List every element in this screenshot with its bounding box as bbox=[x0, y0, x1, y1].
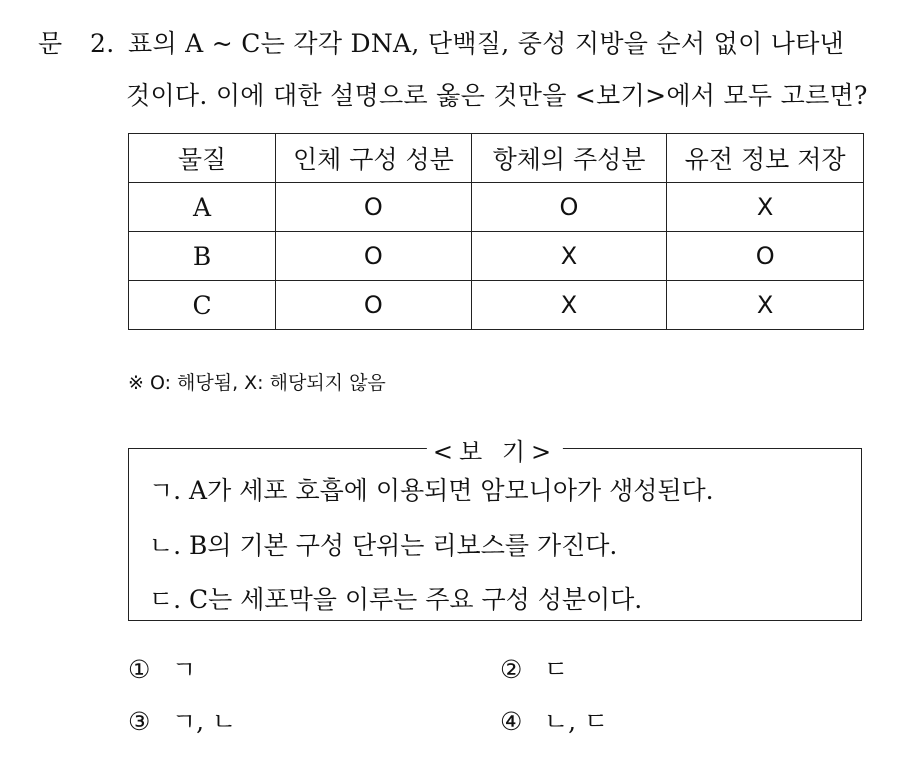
table-cell: O bbox=[276, 281, 472, 330]
header-body-component: 인체 구성 성분 bbox=[276, 134, 472, 183]
option-text: ㄷ bbox=[544, 655, 569, 684]
header-antibody-component: 항체의 주성분 bbox=[471, 134, 667, 183]
row-label: C bbox=[129, 281, 276, 330]
table-header-row bbox=[129, 134, 864, 183]
header-substance: 물질 bbox=[129, 134, 276, 183]
option-number: ③ bbox=[128, 707, 151, 736]
substance-table bbox=[128, 133, 864, 330]
answer-option-3[interactable] bbox=[128, 702, 236, 738]
option-text: ㄱ, ㄴ bbox=[172, 707, 237, 736]
table-cell: O bbox=[276, 232, 472, 281]
header-genetic-storage: 유전 정보 저장 bbox=[667, 134, 864, 183]
option-text: ㄱ bbox=[172, 655, 197, 684]
table-cell: O bbox=[667, 232, 864, 281]
option-number: ④ bbox=[500, 707, 523, 736]
bogi-item-nieun: ㄴ. B의 기본 구성 단위는 리보스를 가진다. bbox=[149, 531, 618, 560]
table-cell: X bbox=[471, 281, 667, 330]
bogi-item-digeut: ㄷ. C는 세포막을 이루는 주요 구성 성분이다. bbox=[149, 585, 643, 614]
table-cell: O bbox=[471, 183, 667, 232]
question-number: 2. bbox=[90, 29, 115, 58]
option-number: ① bbox=[128, 655, 151, 684]
table-row bbox=[129, 183, 864, 232]
table-cell: X bbox=[667, 281, 864, 330]
row-label: A bbox=[129, 183, 276, 232]
table-cell: O bbox=[276, 183, 472, 232]
table-row bbox=[129, 281, 864, 330]
bogi-item-giyeok: ㄱ. A가 세포 호흡에 이용되면 암모니아가 생성된다. bbox=[149, 476, 714, 505]
bogi-box bbox=[128, 438, 862, 621]
option-text: ㄴ, ㄷ bbox=[544, 707, 609, 736]
option-number: ② bbox=[500, 655, 523, 684]
table-row bbox=[129, 232, 864, 281]
question-line-1 bbox=[38, 24, 844, 60]
table-cell: X bbox=[471, 232, 667, 281]
table-note: ※ O: 해당됨, X: 해당되지 않음 bbox=[128, 372, 386, 394]
question-marker: 문 bbox=[38, 29, 63, 58]
row-label: B bbox=[129, 232, 276, 281]
answer-option-1[interactable] bbox=[128, 650, 196, 686]
answer-option-2[interactable] bbox=[500, 650, 568, 686]
question-text-1: 표의 A ~ C는 각각 DNA, 단백질, 중성 지방을 순서 없이 나타낸 bbox=[128, 29, 845, 58]
answer-option-4[interactable] bbox=[500, 702, 608, 738]
table-cell: X bbox=[667, 183, 864, 232]
bogi-title: <보 기> bbox=[427, 432, 563, 467]
question-line-2: 것이다. 이에 대한 설명으로 옳은 것만을 <보기>에서 모두 고르면? bbox=[126, 81, 868, 110]
